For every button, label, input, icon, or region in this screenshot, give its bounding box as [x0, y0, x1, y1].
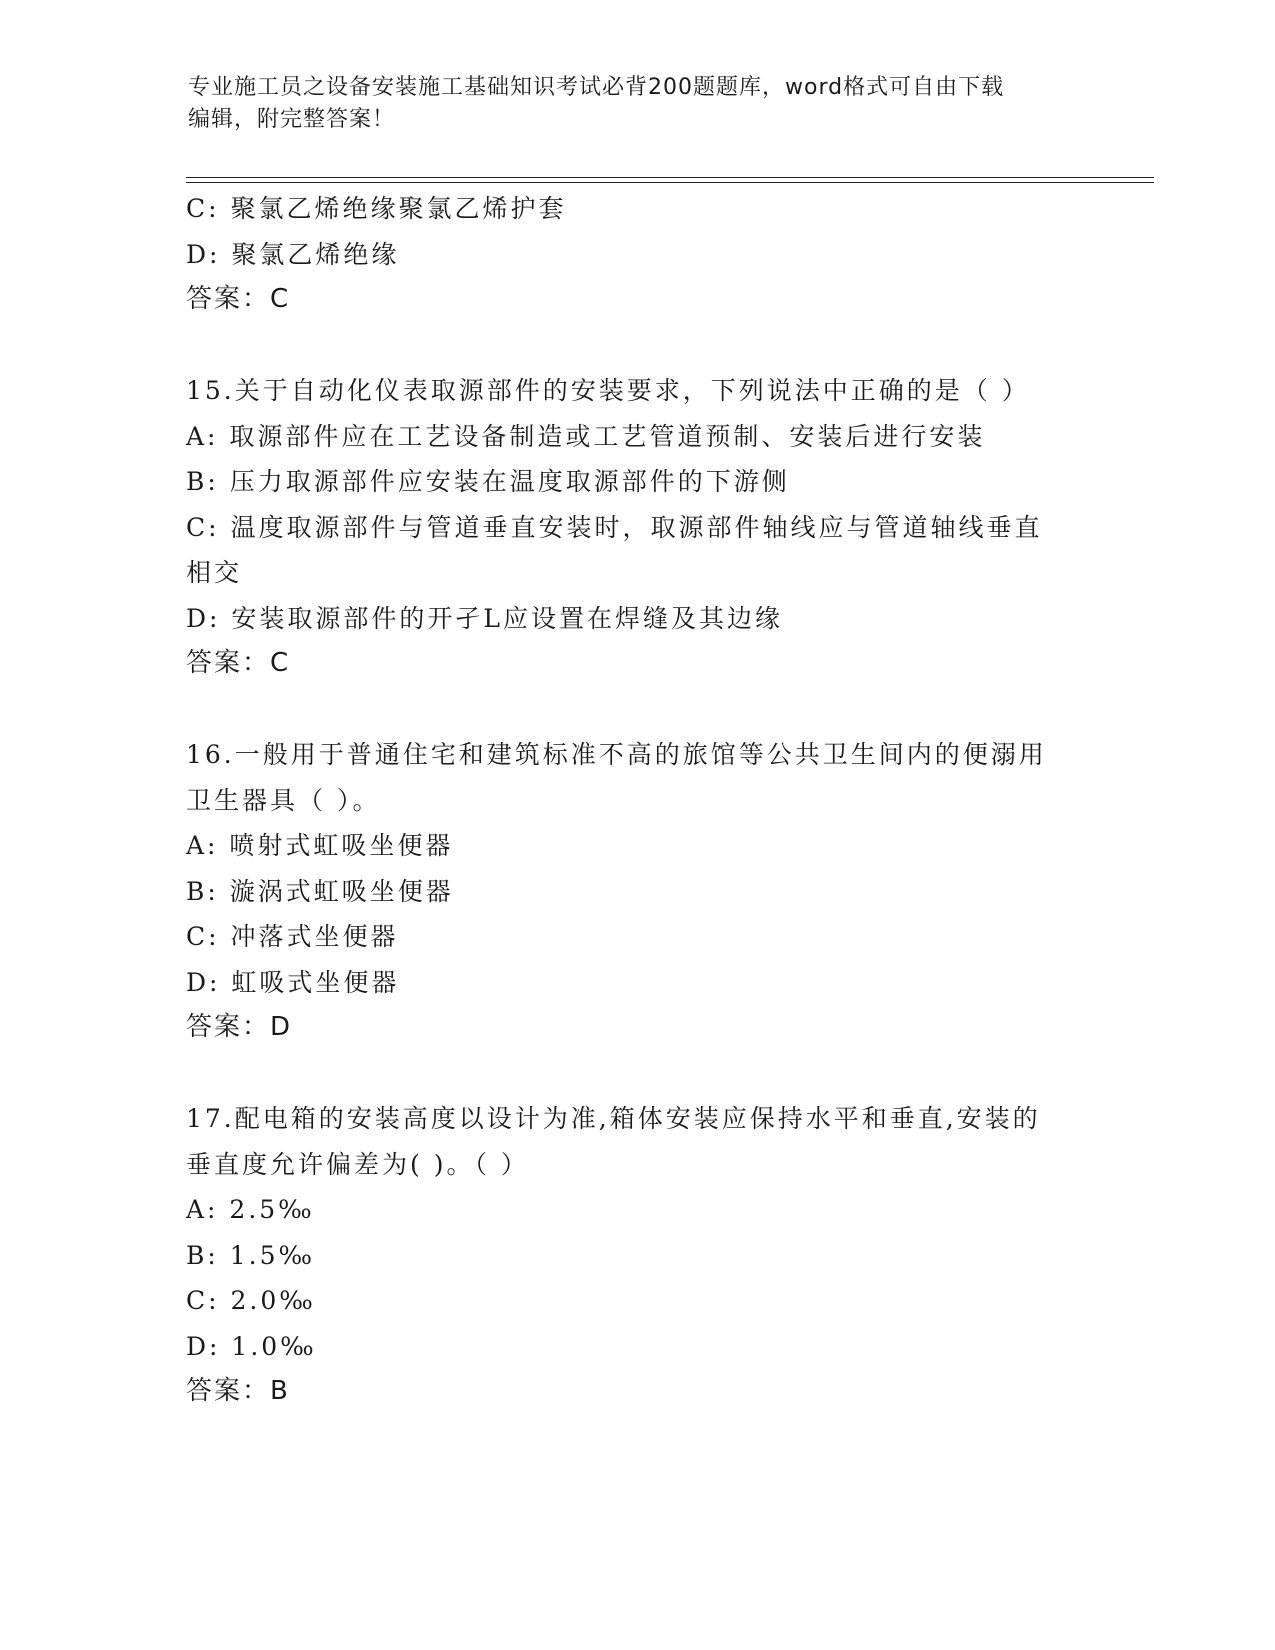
answer-line: 答案：D: [186, 1012, 293, 1042]
spacer: [186, 1051, 1076, 1097]
question-stem-continuation: 卫生器具（ ）。: [186, 785, 381, 815]
header-title-line-2: 编辑，附完整答案！: [188, 107, 396, 132]
option-d: D: 1.0‰: [186, 1331, 317, 1361]
question-stem: 17.配电箱的安装高度以设计为准,箱体安装应保持水平和垂直,安装的: [186, 1104, 1041, 1133]
option-a: A: 取源部件应在工艺设备制造或工艺管道预制、安装后进行安装: [186, 421, 986, 451]
question-15: [186, 368, 1076, 687]
option-c: C: 聚氯乙烯绝缘聚氯乙烯护套: [186, 194, 567, 223]
option-b: B: 1.5‰: [186, 1240, 316, 1270]
option-a: A: 喷射式虹吸坐便器: [186, 831, 454, 860]
question-16: [186, 732, 1076, 1051]
spacer: [186, 323, 1076, 369]
document-header: [188, 72, 1068, 136]
answer-line: 答案：C: [186, 648, 291, 678]
option-c: C: 2.0‰: [186, 1286, 316, 1315]
question-content: [186, 186, 1076, 1415]
question-stem: 15.关于自动化仪表取源部件的安装要求，下列说法中正确的是（ ）: [186, 376, 1030, 405]
answer-line: 答案：B: [186, 1376, 290, 1406]
option-c: C: 温度取源部件与管道垂直安装时，取源部件轴线应与管道轴线垂直: [186, 512, 1043, 542]
option-d: D: 虹吸式坐便器: [186, 967, 400, 997]
answer-line: 答案：C: [186, 284, 291, 314]
spacer: [186, 687, 1076, 733]
option-b: B: 漩涡式虹吸坐便器: [186, 876, 454, 906]
option-b: B: 压力取源部件应安装在温度取源部件的下游侧: [186, 467, 790, 496]
question-17: [186, 1096, 1076, 1415]
question-14-carryover: [186, 186, 1076, 323]
option-c-continuation: 相交: [186, 558, 243, 587]
question-stem-continuation: 垂直度允许偏差为( )。（ ）: [186, 1149, 529, 1179]
option-d: D: 安装取源部件的开孑L应设置在焊缝及其边缘: [186, 603, 784, 633]
header-double-rule: [186, 177, 1154, 183]
option-a: A: 2.5‰: [186, 1195, 315, 1224]
header-title-line-1: 专业施工员之设备安装施工基础知识考试必背200题题库，word格式可自由下载: [188, 75, 1005, 100]
option-c: C: 冲落式坐便器: [186, 922, 399, 951]
question-stem: 16.一般用于普通住宅和建筑标准不高的旅馆等公共卫生间内的便溺用: [186, 740, 1047, 769]
option-d: D: 聚氯乙烯绝缘: [186, 239, 400, 269]
